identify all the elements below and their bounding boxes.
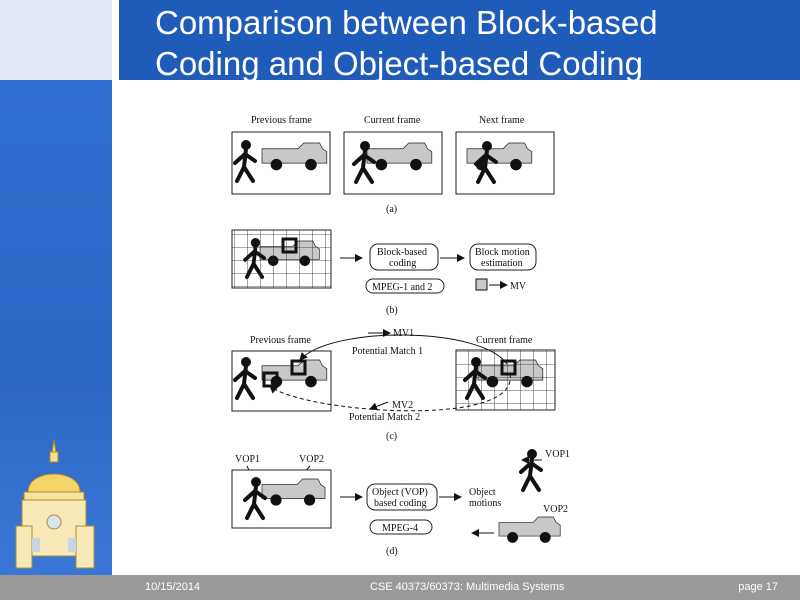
footer-bar (0, 575, 800, 600)
mv1-label: MV1 (393, 328, 415, 339)
vop2-label: VOP2 (299, 454, 325, 465)
person-vop1-output (521, 449, 541, 490)
block-based-coding-line1: Block-based (377, 247, 427, 258)
slide-title: Comparison between Block-based Coding and Object-based Coding (155, 4, 658, 82)
panel-c (232, 328, 555, 442)
potential-match1-label: Potential Match 1 (352, 346, 424, 357)
vop2-right-label: VOP2 (543, 504, 569, 515)
object-coding-line1: Object (VOP) (372, 487, 428, 498)
vop1-right-label: VOP1 (545, 449, 571, 460)
panel-a (232, 115, 554, 215)
caption-d: (d) (386, 546, 398, 557)
caption-c: (c) (386, 431, 398, 442)
panel-b (232, 230, 536, 316)
block-based-coding-line2: coding (389, 258, 417, 269)
caption-a: (a) (386, 204, 398, 215)
block-motion-line2: estimation (481, 258, 523, 269)
footer-date: 10/15/2014 (145, 581, 201, 593)
car-vop2-output (499, 517, 560, 543)
mpeg12-label: MPEG-1 and 2 (372, 282, 433, 293)
object-motions-line1: Object (469, 487, 496, 498)
mv-block-icon (476, 279, 487, 290)
label-previous-frame-a: Previous frame (251, 115, 312, 126)
block-motion-line1: Block motion (475, 247, 530, 258)
potential-match2-label: Potential Match 2 (349, 412, 421, 423)
mv2-label: MV2 (392, 400, 414, 411)
object-coding-line2: based coding (374, 498, 427, 509)
mv2-arrow (370, 402, 388, 409)
footer-course: CSE 40373/60373: Multimedia Systems (370, 581, 565, 593)
footer-page-number: page 17 (738, 581, 778, 593)
caption-b: (b) (386, 305, 398, 316)
dome-logo (16, 440, 94, 568)
panel-d (232, 449, 570, 557)
current-frame-grid-c (456, 350, 555, 410)
label-previous-frame-c: Previous frame (250, 335, 311, 346)
label-next-frame-a: Next frame (479, 115, 525, 126)
label-current-frame-c: Current frame (476, 335, 533, 346)
object-motions-line2: motions (469, 498, 502, 509)
label-current-frame-a: Current frame (364, 115, 421, 126)
vop1-label: VOP1 (235, 454, 261, 465)
mpeg4-label: MPEG-4 (382, 523, 419, 534)
mv-label: MV (510, 281, 527, 292)
